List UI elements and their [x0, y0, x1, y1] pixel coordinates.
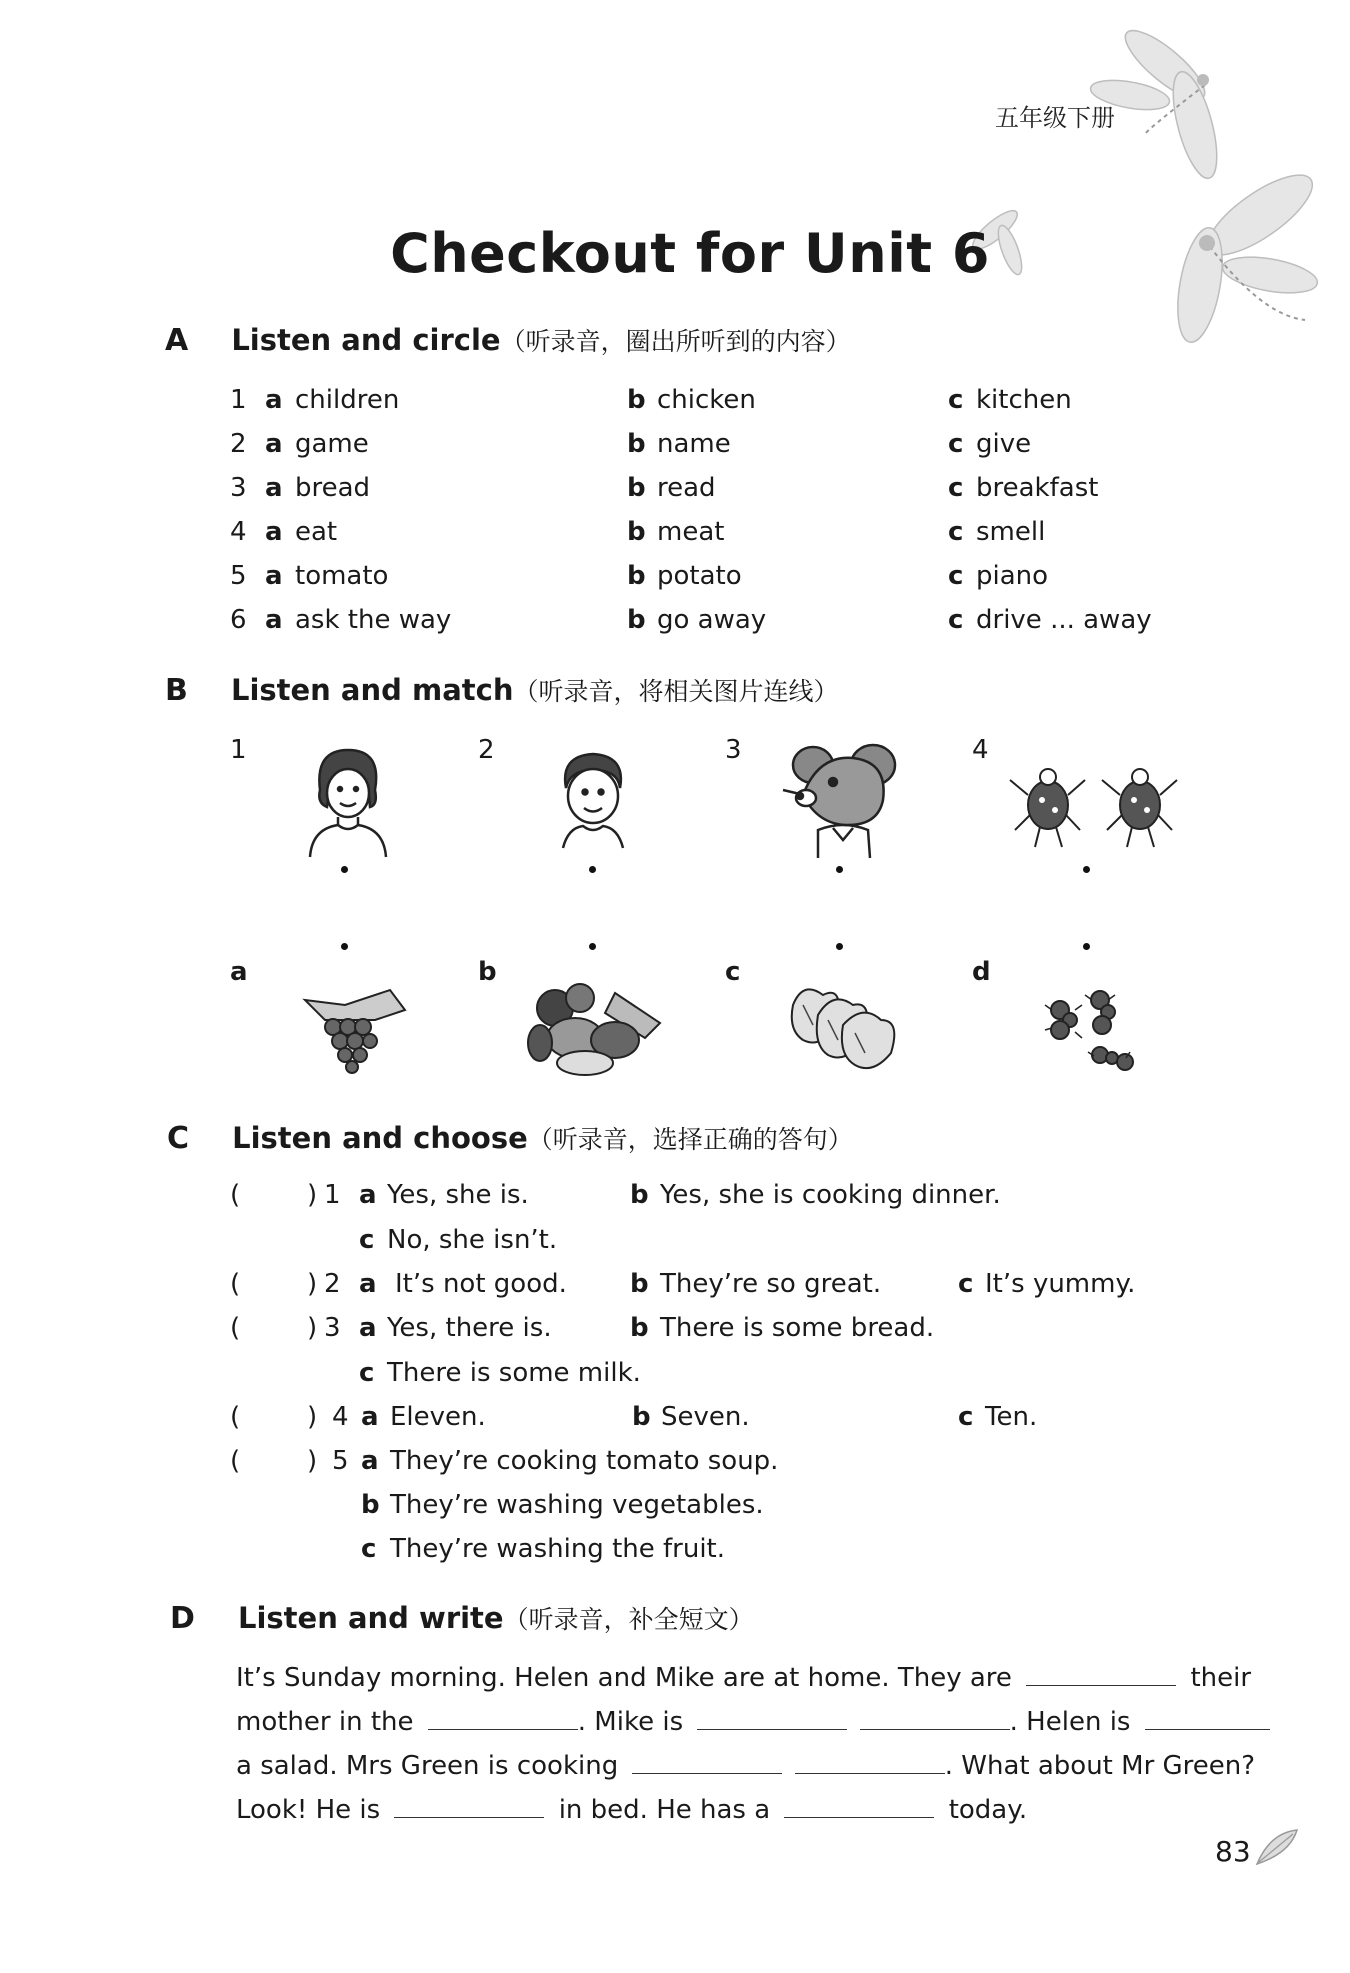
option-letter: c [948, 473, 964, 503]
match-letter: b [478, 957, 497, 987]
section-title: Listen and match [230, 673, 514, 707]
grapes-icon[interactable] [285, 965, 415, 1075]
option-b[interactable]: chicken [657, 385, 756, 415]
option-letter: a [265, 561, 283, 591]
answer-paren-close: ) [307, 1269, 318, 1299]
ladybird-icon[interactable] [1000, 755, 1190, 855]
blank-field[interactable] [1145, 1703, 1270, 1730]
option-b: They’re washing vegetables. [390, 1490, 764, 1520]
answer-paren-open[interactable]: ( [230, 1269, 241, 1299]
option-letter: b [630, 1180, 649, 1210]
option-letter: c [359, 1358, 375, 1388]
page-title: Checkout for Unit 6 [390, 222, 990, 285]
option-b[interactable]: potato [657, 561, 742, 591]
option-letter: b [361, 1490, 380, 1520]
option-letter: c [361, 1534, 377, 1564]
passage-line [236, 1744, 1255, 1788]
option-letter: c [948, 605, 964, 635]
section-c-header [167, 1120, 853, 1156]
option-b[interactable]: name [657, 429, 731, 459]
item-number: 6 [230, 605, 247, 635]
section-letter: C [167, 1121, 190, 1156]
passage-text: Look! He is [236, 1795, 381, 1825]
blank-field[interactable] [784, 1791, 934, 1818]
leaf-icon [1255, 1828, 1300, 1868]
list-item [230, 598, 1230, 642]
option-c[interactable]: smell [976, 517, 1046, 547]
top-match-dot[interactable] [1083, 866, 1090, 873]
item-number: 2 [230, 429, 247, 459]
option-a: Eleven. [390, 1402, 486, 1432]
question-number: 4 [332, 1402, 349, 1432]
option-letter: a [359, 1269, 377, 1299]
option-b: There is some bread. [660, 1313, 935, 1343]
section-a-header [165, 322, 851, 358]
option-c: No, she isn’t. [387, 1225, 558, 1255]
girl-icon[interactable] [300, 745, 395, 860]
list-item [230, 422, 1230, 466]
answer-paren-open[interactable]: ( [230, 1402, 241, 1432]
option-letter: a [265, 605, 283, 635]
passage-text: their [1190, 1663, 1252, 1693]
option-c: Ten. [985, 1402, 1038, 1432]
blank-field[interactable] [697, 1703, 847, 1730]
answer-paren-close: ) [307, 1313, 318, 1343]
answer-paren-close: ) [307, 1446, 318, 1476]
item-number: 3 [230, 473, 247, 503]
option-letter: b [627, 605, 646, 635]
grade-label: 五年级下册 [995, 104, 1115, 132]
option-letter: b [627, 561, 646, 591]
option-a: They’re cooking tomato soup. [390, 1446, 779, 1476]
blank-field[interactable] [795, 1747, 945, 1774]
question-number: 1 [324, 1180, 341, 1210]
option-b[interactable]: go away [657, 605, 767, 635]
option-letter: a [265, 429, 283, 459]
match-number: 1 [230, 735, 247, 765]
passage-line [236, 1700, 1270, 1744]
ants-icon[interactable] [1030, 970, 1150, 1080]
section-note: （听录音，圈出所听到的内容） [500, 327, 851, 356]
page-number: 83 [1215, 1835, 1251, 1868]
passage-line [236, 1788, 1027, 1832]
option-letter: b [627, 429, 646, 459]
option-letter: b [630, 1269, 649, 1299]
bottom-match-dot[interactable] [589, 943, 596, 950]
passage-text: . What about Mr Green? [944, 1751, 1256, 1781]
item-number: 4 [230, 517, 247, 547]
dragonfly-decoration-icon [940, 15, 1330, 355]
option-c[interactable]: kitchen [976, 385, 1072, 415]
section-b-header [165, 672, 839, 708]
boy-icon[interactable] [548, 748, 638, 858]
option-letter: b [627, 473, 646, 503]
answer-paren-open[interactable]: ( [230, 1313, 241, 1343]
option-letter: c [948, 385, 964, 415]
passage-text: today. [948, 1795, 1028, 1825]
option-letter: a [265, 385, 283, 415]
option-b: Yes, she is cooking dinner. [660, 1180, 1001, 1210]
bottom-match-dot[interactable] [836, 943, 843, 950]
section-a-list [230, 378, 1230, 642]
option-a: It’s not good. [395, 1269, 567, 1299]
option-letter: a [361, 1402, 379, 1432]
option-c[interactable]: piano [976, 561, 1049, 591]
option-letter: c [948, 517, 964, 547]
option-a[interactable]: children [295, 385, 400, 415]
match-number: 2 [478, 735, 495, 765]
blank-field[interactable] [632, 1747, 782, 1774]
option-letter: b [627, 517, 646, 547]
match-letter: d [972, 957, 991, 987]
section-letter: A [165, 323, 189, 358]
section-title: Listen and write [238, 1601, 504, 1635]
option-letter: a [265, 517, 283, 547]
option-letter: c [359, 1225, 375, 1255]
option-letter: a [265, 473, 283, 503]
match-number: 3 [725, 735, 742, 765]
section-note: （听录音，选择正确的答句） [527, 1125, 853, 1154]
section-letter: D [170, 1601, 195, 1636]
option-c: There is some milk. [387, 1358, 641, 1388]
option-a[interactable]: bread [295, 473, 371, 503]
option-letter: c [948, 429, 964, 459]
section-letter: B [165, 673, 188, 708]
option-letter: a [359, 1313, 377, 1343]
option-letter: b [627, 385, 646, 415]
option-letter: c [958, 1402, 974, 1432]
list-item [230, 510, 1230, 554]
option-a[interactable]: game [295, 429, 369, 459]
option-b[interactable]: meat [657, 517, 725, 547]
passage-text: . Helen is [1009, 1707, 1131, 1737]
answer-paren-open[interactable]: ( [230, 1180, 241, 1210]
blank-field[interactable] [428, 1703, 578, 1730]
top-match-dot[interactable] [589, 866, 596, 873]
match-letter: a [230, 957, 248, 987]
option-b: Seven. [661, 1402, 750, 1432]
option-a[interactable]: ask the way [295, 605, 452, 635]
vegetables-icon[interactable] [520, 968, 670, 1078]
list-item [230, 466, 1230, 510]
item-number: 5 [230, 561, 247, 591]
option-c: It’s yummy. [985, 1269, 1136, 1299]
option-c[interactable]: breakfast [976, 473, 1099, 503]
passage-text: in bed. He has a [558, 1795, 771, 1825]
option-a[interactable]: eat [295, 517, 338, 547]
answer-paren-close: ) [307, 1180, 318, 1210]
option-letter: b [632, 1402, 651, 1432]
passage-text: a salad. Mrs Green is cooking [236, 1751, 619, 1781]
option-b: They’re so great. [660, 1269, 882, 1299]
passage-text: mother in the [236, 1707, 414, 1737]
passage-text: . Mike is [577, 1707, 684, 1737]
section-d-header [170, 1600, 754, 1636]
option-a: Yes, there is. [387, 1313, 552, 1343]
option-a: Yes, she is. [387, 1180, 529, 1210]
answer-paren-close: ) [307, 1402, 318, 1432]
blank-field[interactable] [860, 1703, 1010, 1730]
question-number: 2 [324, 1269, 341, 1299]
option-c[interactable]: drive ... away [976, 605, 1152, 635]
question-number: 5 [332, 1446, 349, 1476]
option-a[interactable]: tomato [295, 561, 389, 591]
option-letter: b [630, 1313, 649, 1343]
blank-field[interactable] [394, 1791, 544, 1818]
top-match-dot[interactable] [341, 866, 348, 873]
top-match-dot[interactable] [836, 866, 843, 873]
item-number: 1 [230, 385, 247, 415]
list-item [230, 554, 1230, 598]
question-number: 3 [324, 1313, 341, 1343]
passage-line [236, 1656, 1251, 1700]
match-number: 4 [972, 735, 989, 765]
blank-field[interactable] [1026, 1659, 1176, 1686]
dumplings-icon[interactable] [783, 975, 903, 1075]
section-title: Listen and choose [232, 1121, 528, 1155]
option-letter: a [361, 1446, 379, 1476]
section-note: （听录音，将相关图片连线） [513, 677, 839, 706]
bottom-match-dot[interactable] [341, 943, 348, 950]
option-letter: c [958, 1269, 974, 1299]
option-c: They’re washing the fruit. [390, 1534, 726, 1564]
option-letter: c [948, 561, 964, 591]
answer-paren-open[interactable]: ( [230, 1446, 241, 1476]
section-title: Listen and circle [231, 323, 501, 357]
option-letter: a [359, 1180, 377, 1210]
passage-text: It’s Sunday morning. Helen and Mike are at home. They are [236, 1663, 1012, 1693]
section-note: （听录音，补全短文） [503, 1605, 754, 1634]
mouse-icon[interactable] [778, 740, 903, 860]
list-item [230, 378, 1230, 422]
option-c[interactable]: give [976, 429, 1032, 459]
bottom-match-dot[interactable] [1083, 943, 1090, 950]
match-letter: c [725, 957, 741, 987]
option-b[interactable]: read [657, 473, 716, 503]
